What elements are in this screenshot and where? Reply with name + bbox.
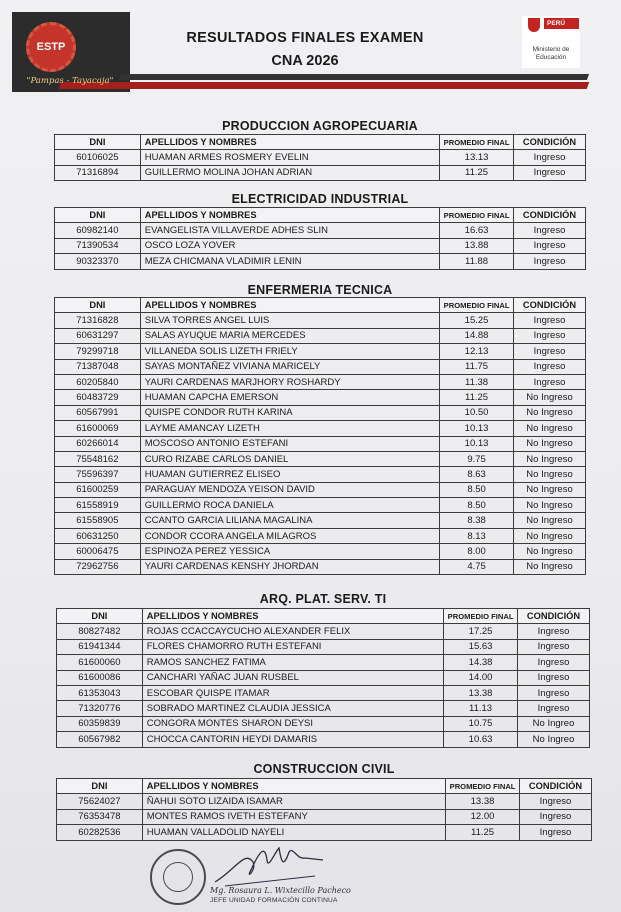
signer-name: Mg. Rosaura L. Wixtecillo Pacheco — [210, 886, 351, 895]
table-row — [55, 165, 586, 180]
score-cell: 14.00 — [444, 670, 518, 685]
results-table — [54, 134, 586, 181]
condition-cell: Ingreso — [514, 313, 586, 328]
condition-cell: Ingreso — [514, 328, 586, 343]
name-cell: ESPINOZA PEREZ YESSICA — [140, 544, 439, 559]
dni-cell: 79299718 — [55, 344, 141, 359]
score-cell: 14.88 — [440, 328, 514, 343]
section-title: ARQ. PLAT. SERV. TI — [259, 592, 387, 606]
condition-cell: Ingreso — [518, 639, 590, 654]
table-row — [55, 238, 586, 253]
column-header-name: APELLIDOS Y NOMBRES — [140, 208, 439, 223]
column-header-dni: DNI — [55, 135, 141, 150]
official-seal-icon — [150, 849, 206, 905]
condition-cell: No Ingreso — [514, 559, 586, 574]
dni-cell: 60567982 — [57, 732, 143, 747]
score-cell: 8.13 — [440, 528, 514, 543]
name-cell: SILVA TORRES ANGEL LUIS — [140, 313, 439, 328]
table-row — [55, 451, 586, 466]
name-cell: CURO RIZABE CARLOS DANIEL — [140, 451, 439, 466]
table-row — [55, 374, 586, 389]
results-table — [56, 608, 590, 748]
name-cell: ESCOBAR QUISPE ITAMAR — [142, 685, 443, 700]
condition-cell: Ingreso — [520, 825, 592, 840]
condition-cell: No Ingreso — [514, 451, 586, 466]
score-cell: 8.50 — [440, 482, 514, 497]
dni-cell: 61600259 — [55, 482, 141, 497]
column-header-prom: PROMEDIO FINAL — [440, 208, 514, 223]
dni-cell: 60982140 — [55, 223, 141, 238]
table-row — [55, 328, 586, 343]
score-cell: 8.00 — [440, 544, 514, 559]
signature-scribble-icon — [205, 840, 335, 890]
score-cell: 10.13 — [440, 436, 514, 451]
score-cell: 11.38 — [440, 374, 514, 389]
results-table — [54, 207, 586, 270]
results-table — [54, 297, 586, 575]
table-row — [57, 825, 592, 840]
condition-cell: No Ingreso — [514, 467, 586, 482]
section-title: ENFERMERIA TECNICA — [247, 283, 393, 297]
condition-cell: Ingreso — [514, 223, 586, 238]
dni-cell: 80827482 — [57, 624, 143, 639]
condition-cell: No Ingreso — [514, 421, 586, 436]
name-cell: YAURI CARDENAS MARJHORY ROSHARDY — [140, 374, 439, 389]
dni-cell: 61558919 — [55, 498, 141, 513]
table-row — [57, 685, 590, 700]
condition-cell: Ingreso — [518, 624, 590, 639]
column-header-cond: CONDICIÓN — [514, 208, 586, 223]
dni-cell: 72962756 — [55, 559, 141, 574]
condition-cell: Ingreso — [520, 794, 592, 809]
condition-cell: No Ingreso — [514, 544, 586, 559]
column-header-cond: CONDICIÓN — [518, 609, 590, 624]
name-cell: CANCHARI YAÑAC JUAN RUSBEL — [142, 670, 443, 685]
score-cell: 12.00 — [446, 809, 520, 824]
table-row — [55, 313, 586, 328]
results-table — [56, 778, 592, 841]
column-header-dni: DNI — [55, 208, 141, 223]
score-cell: 9.75 — [440, 451, 514, 466]
section-title: PRODUCCION AGROPECUARIA — [222, 119, 418, 133]
score-cell: 16.63 — [440, 223, 514, 238]
document-subtitle: CNA 2026 — [271, 53, 339, 69]
table-row — [55, 498, 586, 513]
score-cell: 12.13 — [440, 344, 514, 359]
name-cell: RAMOS SANCHEZ FATIMA — [142, 655, 443, 670]
condition-cell: No Ingreso — [514, 482, 586, 497]
table-header-row — [55, 298, 586, 313]
score-cell: 11.13 — [444, 701, 518, 716]
score-cell: 11.75 — [440, 359, 514, 374]
score-cell: 11.25 — [440, 165, 514, 180]
dni-cell: 61600069 — [55, 421, 141, 436]
column-header-dni: DNI — [55, 298, 141, 313]
score-cell: 8.50 — [440, 498, 514, 513]
score-cell: 8.38 — [440, 513, 514, 528]
name-cell: ÑAHUI SOTO LIZAIDA ISAMAR — [142, 794, 445, 809]
name-cell: VILLANEDA SOLIS LIZETH FRIELY — [140, 344, 439, 359]
table-row — [55, 150, 586, 165]
column-header-cond: CONDICIÓN — [514, 298, 586, 313]
column-header-cond: CONDICIÓN — [514, 135, 586, 150]
condition-cell: Ingreso — [518, 655, 590, 670]
dni-cell: 71316894 — [55, 165, 141, 180]
dni-cell: 71387048 — [55, 359, 141, 374]
table-row — [55, 390, 586, 405]
logo-text: ESTP — [36, 41, 66, 53]
name-cell: GUILLERMO MOLINA JOHAN ADRIAN — [140, 165, 439, 180]
name-cell: CONGORA MONTES SHARON DEYSI — [142, 716, 443, 731]
dni-cell: 60106025 — [55, 150, 141, 165]
minedu-logo — [522, 16, 580, 68]
score-cell: 10.50 — [440, 405, 514, 420]
column-header-prom: PROMEDIO FINAL — [446, 779, 520, 794]
score-cell: 4.75 — [440, 559, 514, 574]
name-cell: MEZA CHICMANA VLADIMIR LENIN — [140, 254, 439, 269]
table-header-row — [57, 609, 590, 624]
header-dark-stripe — [119, 74, 589, 80]
table-row — [55, 405, 586, 420]
name-cell: HUAMAN ARMES ROSMERY EVELIN — [140, 150, 439, 165]
dni-cell: 60359839 — [57, 716, 143, 731]
signer-role: JEFE UNIDAD FORMACIÓN CONTINUA — [210, 897, 338, 904]
table-row — [57, 794, 592, 809]
name-cell: YAURI CARDENAS KENSHY JHORDAN — [140, 559, 439, 574]
score-cell: 14.38 — [444, 655, 518, 670]
table-row — [57, 655, 590, 670]
table-row — [55, 223, 586, 238]
table-row — [57, 732, 590, 747]
score-cell: 15.63 — [444, 639, 518, 654]
dni-cell: 61600086 — [57, 670, 143, 685]
name-cell: SOBRADO MARTINEZ CLAUDIA JESSICA — [142, 701, 443, 716]
condition-cell: Ingreso — [514, 165, 586, 180]
table-row — [57, 716, 590, 731]
table-row — [55, 436, 586, 451]
table-row — [57, 809, 592, 824]
name-cell: CCANTO GARCIA LILIANA MAGALINA — [140, 513, 439, 528]
score-cell: 10.63 — [444, 732, 518, 747]
document-title: RESULTADOS FINALES EXAMEN — [186, 30, 424, 46]
score-cell: 15.25 — [440, 313, 514, 328]
name-cell: CHOCCA CANTORIN HEYDI DAMARIS — [142, 732, 443, 747]
name-cell: HUAMAN GUTIERREZ ELISEO — [140, 467, 439, 482]
condition-cell: Ingreso — [514, 150, 586, 165]
column-header-name: APELLIDOS Y NOMBRES — [140, 298, 439, 313]
score-cell: 8.63 — [440, 467, 514, 482]
table-row — [55, 513, 586, 528]
table-header-row — [55, 135, 586, 150]
column-header-prom: PROMEDIO FINAL — [440, 298, 514, 313]
condition-cell: No Ingreso — [514, 390, 586, 405]
name-cell: FLORES CHAMORRO RUTH ESTEFANI — [142, 639, 443, 654]
column-header-name: APELLIDOS Y NOMBRES — [140, 135, 439, 150]
name-cell: LAYME AMANCAY LIZETH — [140, 421, 439, 436]
name-cell: MOSCOSO ANTONIO ESTEFANI — [140, 436, 439, 451]
column-header-prom: PROMEDIO FINAL — [440, 135, 514, 150]
section-title: CONSTRUCCION CIVIL — [253, 762, 395, 776]
name-cell: EVANGELISTA VILLAVERDE ADHES SLIN — [140, 223, 439, 238]
condition-cell: No Ingreso — [514, 498, 586, 513]
score-cell: 10.75 — [444, 716, 518, 731]
header-red-stripe — [59, 82, 590, 89]
table-row — [57, 701, 590, 716]
dni-cell: 60282536 — [57, 825, 143, 840]
condition-cell: Ingreso — [514, 359, 586, 374]
dni-cell: 61353043 — [57, 685, 143, 700]
condition-cell: No Ingreso — [514, 513, 586, 528]
name-cell: ROJAS CCACCAYCUCHO ALEXANDER FELIX — [142, 624, 443, 639]
column-header-dni: DNI — [57, 609, 143, 624]
condition-cell: No Ingreo — [518, 732, 590, 747]
score-cell: 13.38 — [446, 794, 520, 809]
score-cell: 11.25 — [446, 825, 520, 840]
condition-cell: Ingreso — [514, 238, 586, 253]
dni-cell: 60205840 — [55, 374, 141, 389]
table-row — [55, 528, 586, 543]
table-row — [55, 421, 586, 436]
column-header-prom: PROMEDIO FINAL — [444, 609, 518, 624]
condition-cell: Ingreso — [518, 670, 590, 685]
dni-cell: 60483729 — [55, 390, 141, 405]
score-cell: 13.38 — [444, 685, 518, 700]
condition-cell: No Ingreo — [518, 716, 590, 731]
dni-cell: 60266014 — [55, 436, 141, 451]
dni-cell: 61600060 — [57, 655, 143, 670]
table-row — [57, 639, 590, 654]
peru-flag-label: PERÚ — [544, 18, 579, 29]
dni-cell: 75596397 — [55, 467, 141, 482]
table-row — [55, 544, 586, 559]
logo-motto: "Pampas - Tayacaja" — [26, 76, 114, 86]
table-row — [55, 559, 586, 574]
name-cell: GUILLERMO ROCA DANIELA — [140, 498, 439, 513]
table-header-row — [55, 208, 586, 223]
name-cell: CONDOR CCORA ANGELA MILAGROS — [140, 528, 439, 543]
name-cell: HUAMAN CAPCHA EMERSON — [140, 390, 439, 405]
condition-cell: No Ingreso — [514, 436, 586, 451]
condition-cell: No Ingreso — [514, 405, 586, 420]
column-header-dni: DNI — [57, 779, 143, 794]
table-row — [57, 670, 590, 685]
dni-cell: 71390534 — [55, 238, 141, 253]
condition-cell: Ingreso — [514, 254, 586, 269]
condition-cell: Ingreso — [520, 809, 592, 824]
score-cell: 13.13 — [440, 150, 514, 165]
table-row — [55, 482, 586, 497]
column-header-cond: CONDICIÓN — [520, 779, 592, 794]
dni-cell: 90323370 — [55, 254, 141, 269]
name-cell: MONTES RAMOS IVETH ESTEFANY — [142, 809, 445, 824]
table-header-row — [57, 779, 592, 794]
dni-cell: 71320776 — [57, 701, 143, 716]
name-cell: HUAMAN VALLADOLID NAYELI — [142, 825, 445, 840]
name-cell: PARAGUAY MENDOZA YEISON DAVID — [140, 482, 439, 497]
column-header-name: APELLIDOS Y NOMBRES — [142, 609, 443, 624]
condition-cell: Ingreso — [518, 685, 590, 700]
table-row — [55, 254, 586, 269]
table-row — [57, 624, 590, 639]
minedu-label: Ministerio de Educación — [532, 46, 570, 61]
condition-cell: Ingreso — [518, 701, 590, 716]
column-header-name: APELLIDOS Y NOMBRES — [142, 779, 445, 794]
dni-cell: 61558905 — [55, 513, 141, 528]
name-cell: SALAS AYUQUE MARIA MERCEDES — [140, 328, 439, 343]
condition-cell: Ingreso — [514, 344, 586, 359]
score-cell: 10.13 — [440, 421, 514, 436]
score-cell: 13.88 — [440, 238, 514, 253]
score-cell: 11.88 — [440, 254, 514, 269]
score-cell: 17.25 — [444, 624, 518, 639]
dni-cell: 61941344 — [57, 639, 143, 654]
name-cell: QUISPE CONDOR RUTH KARINA — [140, 405, 439, 420]
name-cell: OSCO LOZA YOVER — [140, 238, 439, 253]
dni-cell: 60631297 — [55, 328, 141, 343]
dni-cell: 60567991 — [55, 405, 141, 420]
table-row — [55, 359, 586, 374]
table-row — [55, 344, 586, 359]
dni-cell: 75548162 — [55, 451, 141, 466]
dni-cell: 76353478 — [57, 809, 143, 824]
dni-cell: 75624027 — [57, 794, 143, 809]
coat-of-arms-icon — [528, 18, 540, 32]
gear-logo-icon — [26, 22, 76, 72]
dni-cell: 60006475 — [55, 544, 141, 559]
dni-cell: 60631250 — [55, 528, 141, 543]
name-cell: SAYAS MONTAÑEZ VIVIANA MARICELY — [140, 359, 439, 374]
table-row — [55, 467, 586, 482]
dni-cell: 71316828 — [55, 313, 141, 328]
score-cell: 11.25 — [440, 390, 514, 405]
condition-cell: Ingreso — [514, 374, 586, 389]
section-title: ELECTRICIDAD INDUSTRIAL — [231, 192, 409, 206]
condition-cell: No Ingreso — [514, 528, 586, 543]
